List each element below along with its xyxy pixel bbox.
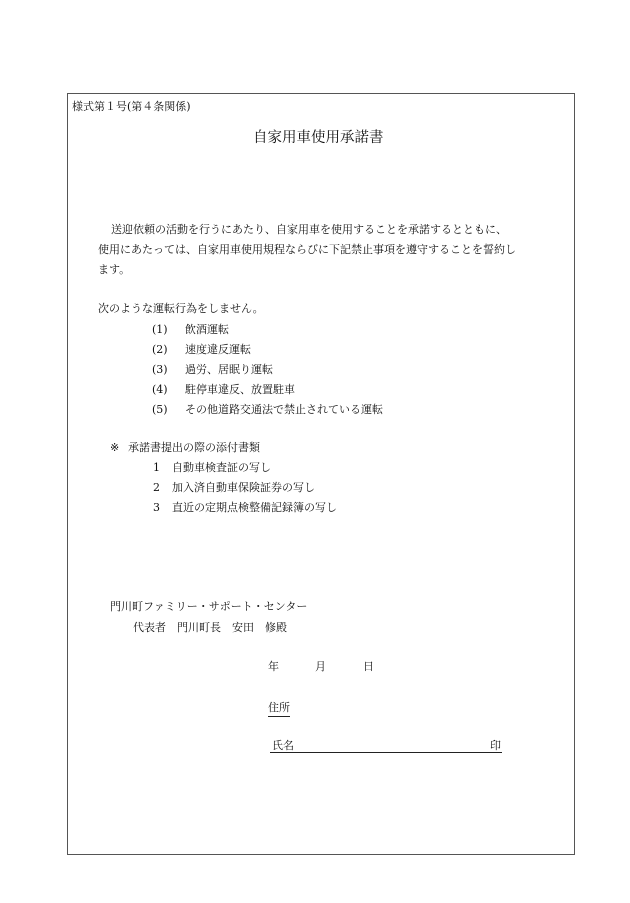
form-label: 様式第１号(第４条関係): [72, 100, 191, 113]
name-label: 氏名: [272, 739, 294, 752]
intro-line-1: 送迎依頼の活動を行うにあたり、自家用車を使用することを承諾するとともに、: [111, 223, 507, 236]
prohibition-number: (4): [152, 383, 168, 396]
prohibition-number: (3): [152, 363, 168, 376]
attachment-number: 3: [153, 501, 160, 514]
attachment-item: 加入済自動車保険証券の写し: [172, 481, 315, 494]
note-mark: ※: [110, 441, 120, 454]
seal-mark: 印: [490, 739, 501, 752]
date-month: 月: [315, 660, 326, 673]
attachment-number: 1: [153, 461, 160, 474]
prohibition-number: (5): [152, 403, 168, 416]
page-title: 自家用車使用承諾書: [253, 130, 384, 146]
attachment-item: 自動車検査証の写し: [172, 461, 271, 474]
prohibition-number: (1): [152, 323, 168, 336]
addressee-representative: 代表者 門川町長 安田 修殿: [133, 621, 287, 634]
intro-line-3: ます。: [98, 263, 131, 276]
prohibition-item: 飲酒運転: [185, 323, 229, 336]
prohibitions-heading: 次のような運転行為をしません。: [98, 302, 264, 315]
attachment-item: 直近の定期点検整備記録簿の写し: [172, 501, 337, 514]
name-signature-line: [270, 752, 502, 753]
date-year: 年: [268, 660, 279, 673]
attachments-heading: 承諾書提出の際の添付書類: [128, 441, 260, 454]
prohibition-number: (2): [152, 343, 168, 356]
attachment-number: 2: [153, 481, 160, 494]
address-label: 住所: [268, 701, 290, 717]
date-day: 日: [363, 660, 374, 673]
prohibition-item: 速度違反運転: [185, 343, 251, 356]
prohibition-item: 駐停車違反、放置駐車: [185, 383, 295, 396]
prohibition-item: 過労、居眠り運転: [185, 363, 273, 376]
prohibition-item: その他道路交通法で禁止されている運転: [185, 403, 383, 416]
addressee-organization: 門川町ファミリー・サポート・センター: [110, 600, 308, 613]
intro-line-2: 使用にあたっては、自家用車使用規程ならびに下記禁止事項を遵守することを誓約し: [98, 243, 516, 256]
